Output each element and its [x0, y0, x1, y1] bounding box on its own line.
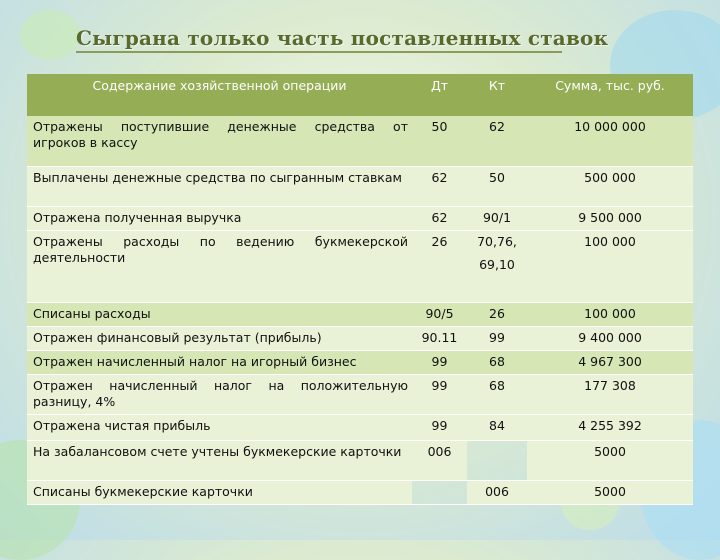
table-row [27, 440, 693, 480]
row-description: Отражена полученная выручка [27, 206, 412, 230]
row-amount: 4 967 300 [527, 350, 693, 374]
row-debit: 62 [412, 166, 467, 206]
row-description: Отражен финансовый результат (прибыль) [27, 326, 412, 350]
row-credit: 90/1 [467, 206, 527, 230]
row-description: Отражен начисленный налог на игорный бизнес [27, 350, 412, 374]
table-row [27, 230, 693, 302]
row-amount: 10 000 000 [527, 116, 693, 166]
title-underline [76, 51, 562, 53]
row-amount: 100 000 [527, 302, 693, 326]
row-debit: 62 [412, 206, 467, 230]
row-credit [467, 230, 527, 302]
table-row [27, 116, 693, 166]
row-credit: 26 [467, 302, 527, 326]
row-credit [467, 440, 527, 480]
row-debit: 50 [412, 116, 467, 166]
row-description: Отражена чистая прибыль [27, 414, 412, 440]
table-row [27, 480, 693, 504]
row-debit: 006 [412, 440, 467, 480]
row-amount: 500 000 [527, 166, 693, 206]
table-row [27, 326, 693, 350]
row-debit: 26 [412, 230, 467, 302]
row-debit: 99 [412, 374, 467, 414]
row-credit: 006 [467, 480, 527, 504]
row-credit-line1: 70,76, [477, 233, 517, 249]
row-debit [412, 480, 467, 504]
row-debit: 90.11 [412, 326, 467, 350]
row-amount: 9 500 000 [527, 206, 693, 230]
row-credit: 50 [467, 166, 527, 206]
row-debit: 90/5 [412, 302, 467, 326]
row-credit-line2: 69,10 [479, 256, 515, 272]
header-amount: Сумма, тыс. руб. [527, 74, 693, 116]
slide-title: Сыграна только часть поставленных ставок [76, 26, 609, 50]
row-credit: 68 [467, 350, 527, 374]
table-row [27, 166, 693, 206]
row-description: Списаны букмекерские карточки [27, 480, 412, 504]
row-credit: 68 [467, 374, 527, 414]
row-amount: 5000 [527, 440, 693, 480]
table-header-row [27, 74, 693, 116]
header-content: Содержание хозяйственной операции [27, 74, 412, 116]
table-row [27, 206, 693, 230]
row-amount: 4 255 392 [527, 414, 693, 440]
row-description: Отражены поступившие денежные средства от игроков в кассу [27, 116, 412, 166]
row-credit: 84 [467, 414, 527, 440]
table-row [27, 302, 693, 326]
table-row [27, 350, 693, 374]
row-credit: 99 [467, 326, 527, 350]
operations-table [27, 74, 693, 505]
row-amount: 177 308 [527, 374, 693, 414]
table-row [27, 374, 693, 414]
row-credit: 62 [467, 116, 527, 166]
header-credit: Кт [467, 74, 527, 116]
row-amount: 5000 [527, 480, 693, 504]
background-blob [20, 10, 80, 60]
row-description: Отражен начисленный налог на положительную разницу, 4% [27, 374, 412, 414]
table-row [27, 414, 693, 440]
row-debit: 99 [412, 350, 467, 374]
header-debit: Дт [412, 74, 467, 116]
row-description: Списаны расходы [27, 302, 412, 326]
row-debit: 99 [412, 414, 467, 440]
row-amount: 9 400 000 [527, 326, 693, 350]
row-amount: 100 000 [527, 230, 693, 302]
row-description: Отражены расходы по ведению букмекерской деятельности [27, 230, 412, 302]
row-description: На забалансовом счете учтены букмекерские карточки [27, 440, 412, 480]
row-description: Выплачены денежные средства по сыгранным ставкам [27, 166, 412, 206]
